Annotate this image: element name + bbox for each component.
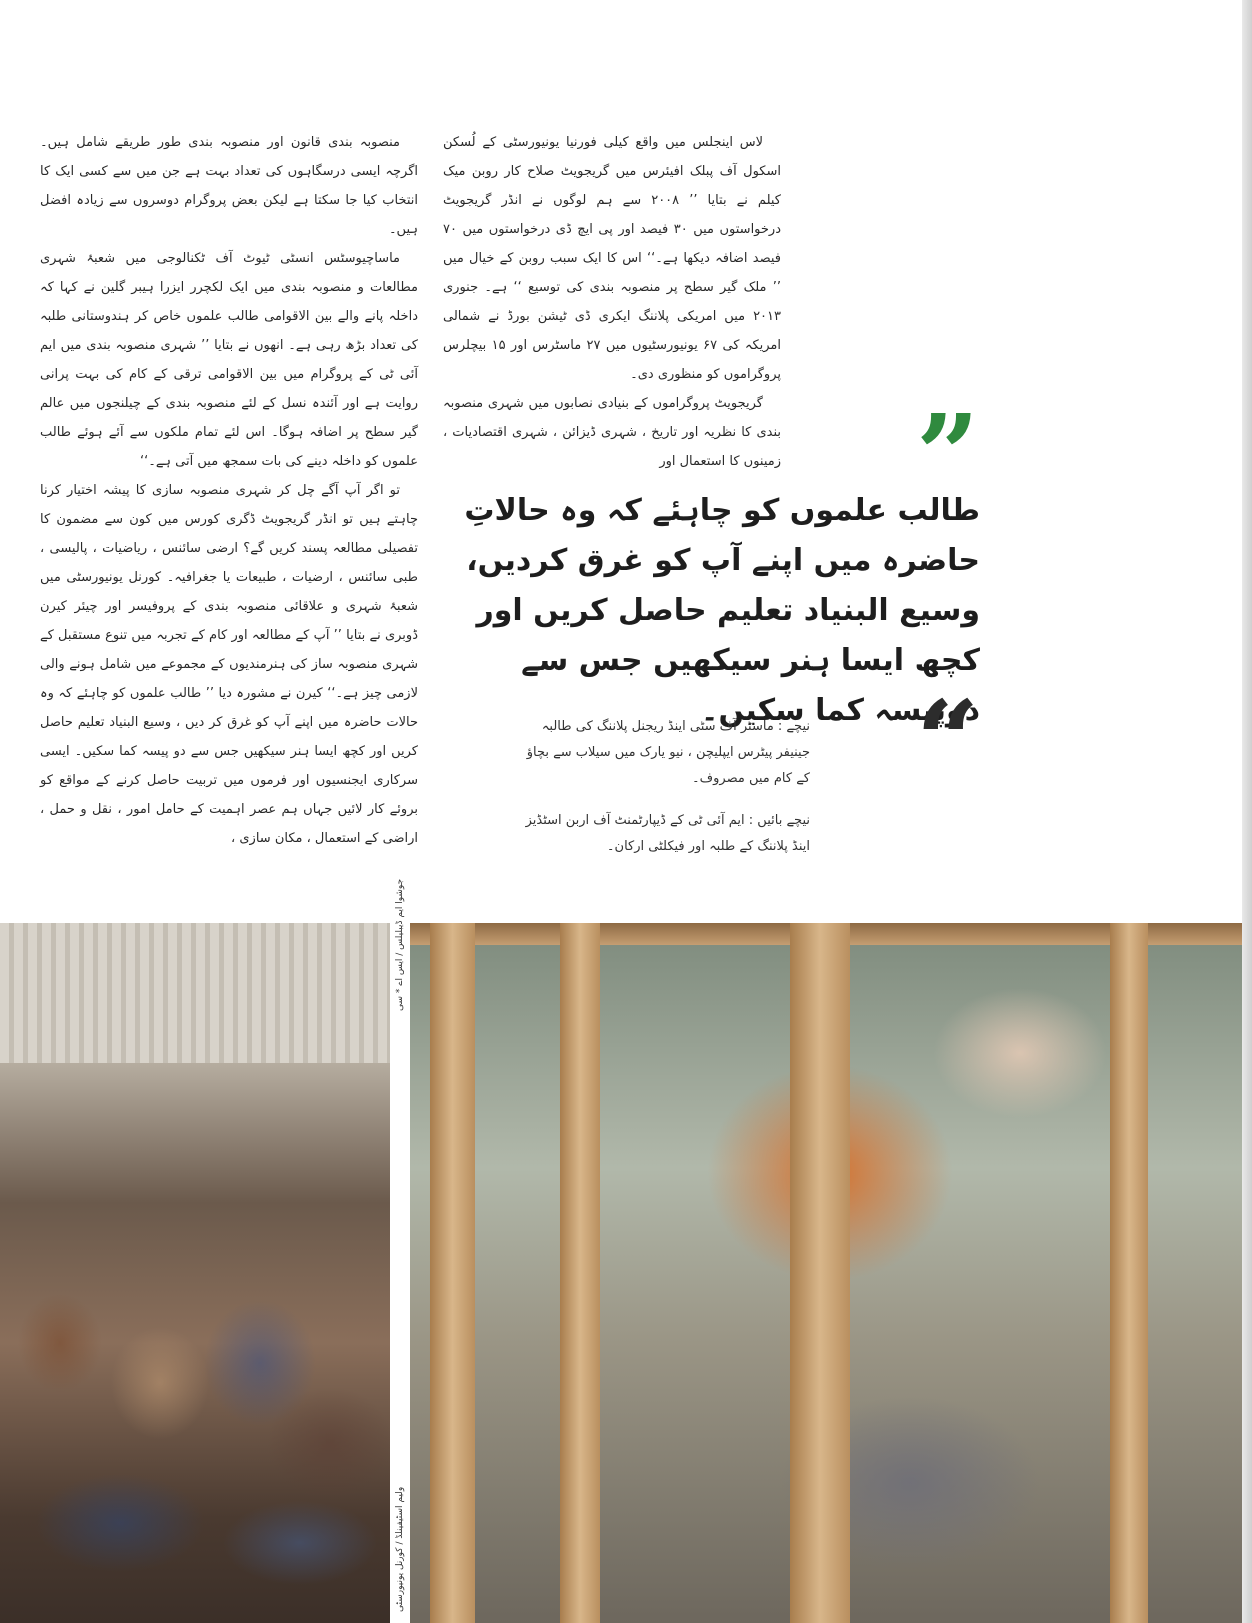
photo-captions (520, 714, 810, 876)
caption-bottom-photo: نیچے : ماسٹر آف سٹی اینڈ ریجنل پلاننگ کی طالبہ جینیفر پیٹرس ایپلیچن ، نیو یارک میں سیلاب سے بچاؤ کے کام میں مصروف۔ (526, 719, 810, 786)
article-paragraph: تو اگر آپ آگے چل کر شہری منصوبہ سازی کا پیشہ اختیار کرنا چاہتے ہیں تو انڈر گریجویٹ ڈگری کورس میں کون سے مضمون کا تفصیلی مطالعہ پسند کریں گے؟ ارضی سائنس ، ریاضیات ، پالیسی ، طبی سائنس ، ارضیات ، طبیعات یا جغرافیہ۔ کورنل یونیورسٹی میں شعبۂ شہری و علاقائی منصوبہ بندی کے پروفیسر اور چیئر کیرن ڈوبری نے بتایا ’’ آپ کے مطالعہ اور کام کے تجربہ میں تنوع مستقبل کے شہری منصوبہ ساز کی ہنرمندیوں کے مجموعے میں شامل ہونے والی لازمی چیز ہے۔‘‘ کیرن نے مشورہ دیا ’’ طالب علموں کو چاہئے کہ وہ حالات حاضرہ میں اپنے آپ کو غرق کر دیں ، وسیع البنیاد تعلیم حاصل کریں اور کچھ ایسا ہنر سیکھیں جس سے دو پیسہ کما سکیں۔ ایسی سرکاری ایجنسیوں اور فرموں میں تربیت حاصل کرنے کے مواقع کو بروئے کار لائیں جہاں ہم عصر اہمیت کے حامل امور ، نقل و حمل ، اراضی کے استعمال ، مکان سازی ، (40, 483, 418, 846)
page-edge (1242, 0, 1252, 1623)
quote-open-icon: ” (916, 390, 980, 519)
article-column-left (40, 128, 418, 853)
quote-close-icon: “ (916, 676, 980, 805)
pull-quote: طالب علموں کو چاہئے کہ وہ حالاتِ حاضرہ میں اپنے آپ کو غرق کردیں، وسیع البنیاد تعلیم حاصل کریں اور کچھ ایسا ہنر سیکھیں جس سے دوپیسہ کما سکیں۔ (464, 493, 980, 728)
group-photo (0, 923, 390, 1623)
student-working-photo (410, 923, 1242, 1623)
wood-stud (560, 923, 600, 1623)
photo-credit-bottom: ولیم اسٹیفینلڈ / کورنل یونیورسٹی (395, 1486, 405, 1612)
wood-stud (790, 923, 850, 1623)
photo-curtain (0, 923, 390, 1063)
article-paragraph: ماساچیوسٹس انسٹی ٹیوٹ آف ٹکنالوجی میں شعبۂ شہری مطالعات و منصوبہ بندی میں ایک لکچرر ایزرا ہیبر گلین نے کہا کہ داخلہ پانے والے بین الاقوامی طالب علموں خاص کر ہندوستانی طلبہ کی تعداد بڑھ رہی ہے۔ انھوں نے بتایا ’’ شہری منصوبہ بندی میں ایم آئی ٹی کے پروگرام میں بین الاقوامی ترقی کے کام کی بہت پرانی روایت ہے اور آئندہ نسل کے لئے منصوبہ بندی کے چیلنجوں میں عالم گیر سطح پر اضافہ ہوگا۔ اس لئے تمام ملکوں سے آئے ہوئے طالب علموں کو داخلہ دینے کی بات سمجھ میں آتی ہے۔‘‘ (40, 251, 418, 469)
article-paragraph: منصوبہ بندی قانون اور منصوبہ بندی طور طریقے شامل ہیں۔ اگرچہ ایسی درسگاہوں کی تعداد بہت ہے جن میں سے کسی ایک کا انتخاب کیا جا سکتا ہے لیکن بعض پروگرام دوسروں سے زیادہ افضل ہیں۔ (40, 135, 418, 237)
wood-stud (1110, 923, 1148, 1623)
photo-credit-top: جوشوا ایم ڈیبلیلس / ایس اے * سی (395, 878, 405, 1011)
wood-stud (430, 923, 475, 1623)
article-paragraph: لاس اینجلس میں واقع کیلی فورنیا یونیورسٹی کے لُسکن اسکول آف پبلک افیئرس میں گریجویٹ صلاح کار روبن میک کیلم نے بتایا ’’ ۲۰۰۸ سے ہم لوگوں نے انڈر گریجویٹ درخواستوں میں ۳۰ فیصد اور پی ایچ ڈی درخواستوں میں ۷۰ فیصد اضافہ دیکھا ہے۔‘‘ اس کا ایک سبب روبن کے خیال میں ’’ ملک گیر سطح پر منصوبہ بندی کی توسیع ‘‘ ہے۔ جنوری ۲۰۱۳ میں امریکی پلاننگ ایکری ڈی ٹیشن بورڈ نے شمالی امریکہ کی ۶۷ یونیورسٹیوں میں ۲۷ ماسٹرس اور ۱۵ بیچلرس پروگراموں کو منظوری دی۔ (443, 135, 781, 382)
caption-bottom-left-photo: نیچے بائیں : ایم آئی ٹی کے ڈیپارٹمنٹ آف اربن اسٹڈیز اینڈ پلاننگ کے طلبہ اور فیکلٹی ارکان۔ (525, 813, 810, 854)
article-column-right (443, 128, 781, 476)
article-paragraph: گریجویٹ پروگراموں کے بنیادی نصابوں میں شہری منصوبہ بندی کا نظریہ اور تاریخ ، شہری ڈیزائن ، شہری اقتصادیات ، زمینوں کا استعمال اور (443, 396, 781, 469)
